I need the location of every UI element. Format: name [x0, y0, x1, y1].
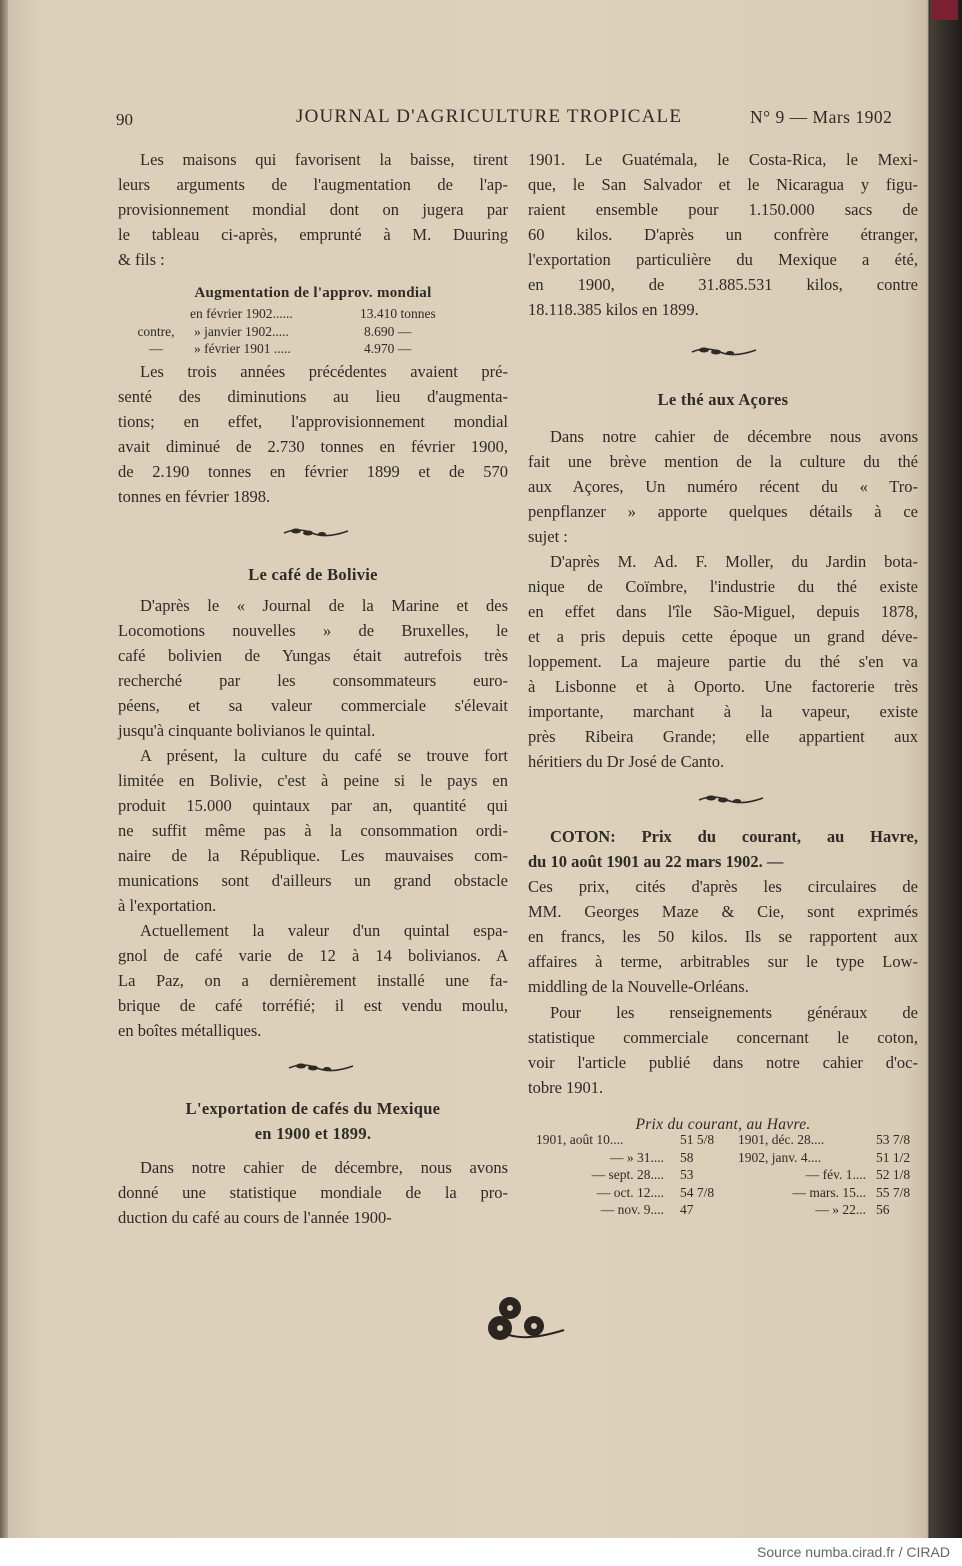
price-value: 54 7/8 — [680, 1184, 715, 1200]
bolivie-p1-line: D'après le « Journal de la Marine et des — [140, 596, 508, 615]
price-date: — fév. 1.... — [805, 1167, 866, 1182]
price-date: — » 31.... — [610, 1149, 664, 1165]
price-value: 56 — [876, 1202, 890, 1217]
the-p2-line: nique de Coïmbre, l'industrie du thé existe — [528, 577, 918, 596]
coton-p2-line: statistique commerciale concernant le coton, — [528, 1028, 918, 1047]
price-date: — » 22... — [815, 1202, 866, 1217]
approv-row-value: 8.690 — — [364, 323, 412, 339]
bolivie-p2-line: naire de la République. Les mauvaises com- — [118, 846, 508, 865]
coton-p1-line: MM. Georges Maze & Cie, sont exprimés — [528, 902, 918, 921]
years-line: tonnes en février 1898. — [118, 487, 271, 506]
price-date: 1902, janv. 4.... — [738, 1149, 822, 1165]
mexique-p2-line: 1901. Le Guatémala, le Costa-Rica, le Mexi- — [528, 150, 918, 169]
ornament-divider-icon — [697, 792, 765, 806]
floral-tailpiece-icon — [486, 1290, 566, 1346]
intro-line: leurs arguments de l'augmentation de l'ap- — [118, 175, 508, 194]
mexique-title-line: L'exportation de cafés du Mexique — [185, 1099, 441, 1118]
price-date: — nov. 9.... — [600, 1202, 664, 1217]
the-p2-line: loppement. La majeure partie du thé s'en va — [528, 652, 918, 671]
the-p2-line: importante, marchant à la vapeur, existe — [528, 702, 918, 721]
bolivie-p1-line: café bolivien de Yungas était autrefois très — [118, 646, 508, 665]
approv-row-value: 4.970 — — [364, 341, 412, 356]
bolivie-p1-line: jusqu'à cinquante bolivianos le quintal. — [118, 721, 376, 740]
the-p2-line: à Lisbonne et à Oporto. Une factorerie très — [528, 677, 918, 696]
the-p2-line: et a pris depuis cette époque un grand déve- — [528, 627, 918, 646]
intro-line: le tableau ci-après, emprunté à M. Duuring — [118, 225, 508, 244]
the-p1-line: Dans notre cahier de décembre nous avons — [550, 427, 918, 446]
mexique-p2-line: raient ensemble pour 1.150.000 sacs de — [528, 200, 918, 219]
price-date: — oct. 12.... — [596, 1184, 664, 1200]
mexique-title-line: en 1900 et 1899. — [254, 1124, 372, 1143]
approv-row-period: » février 1901 ..... — [194, 341, 291, 356]
price-value: 53 — [680, 1167, 694, 1182]
source-credit: Source numba.cirad.fr / CIRAD — [757, 1544, 950, 1560]
mexique-p1-line: Dans notre cahier de décembre, nous avons — [140, 1158, 508, 1177]
approv-row-period: » janvier 1902..... — [194, 323, 289, 339]
page-number: 90 — [116, 110, 133, 129]
the-title-line: Le thé aux Açores — [657, 390, 789, 409]
mexique-p1-line: donné une statistique mondiale de la pro- — [118, 1183, 508, 1202]
price-value: 53 7/8 — [876, 1132, 911, 1147]
price-value: 58 — [680, 1149, 694, 1165]
coton-p1-line: Ces prix, cités d'après les circulaires de — [528, 877, 918, 896]
bolivie-p2-line: ne suffit même pas à la consommation ordi- — [118, 821, 508, 840]
price-date: — mars. 15... — [792, 1184, 866, 1200]
approv-row-prefix: — — [149, 341, 163, 356]
coton-p1-line: affaires à terme, arbitrables sur le type Low- — [528, 952, 918, 971]
years-line: de 2.190 tonnes en février 1899 et de 570 — [118, 462, 508, 481]
prix-title-line: Prix du courant, au Havre. — [635, 1116, 811, 1133]
the-p2-line: héritiers du Dr José de Canto. — [528, 752, 725, 771]
intro-line: provisionnement mondial dont on jugera par — [118, 200, 508, 219]
the-p2-line: D'après M. Ad. F. Moller, du Jardin bota- — [550, 552, 918, 571]
bolivie-p3-line: brique de café torréfié; il est vendu moulu, — [118, 996, 508, 1015]
the-p1-line: aux Açores, Un numéro récent du « Tro- — [528, 477, 918, 496]
issue-label: N° 9 — Mars 1902 — [750, 107, 893, 127]
bolivie-p3-line: gnol de café varie de 12 à 14 bolivianos. A — [118, 946, 508, 965]
the-p1-line: fait une brève mention de la culture du thé — [528, 452, 918, 471]
years-line: senté des diminutions au lieu d'augmenta- — [118, 387, 508, 406]
mexique-p2-line: 18.118.385 kilos en 1899. — [528, 300, 699, 319]
coton-p2-line: tobre 1901. — [528, 1078, 604, 1097]
ornament-divider-icon — [282, 525, 350, 539]
mexique-p2-line: que, le San Salvador et le Nicaragua y figu- — [528, 175, 918, 194]
the-p1-line: penpflanzer » apporte quelques détails à ce — [528, 502, 918, 521]
coton-head-line: du 10 août 1901 au 22 mars 1902. — — [528, 852, 784, 871]
the-p1-line: sujet : — [528, 527, 568, 546]
bolivie-p1-line: Locomotions nouvelles » de Bruxelles, le — [118, 621, 508, 640]
bolivie-p3-line: La Paz, on a dernièrement installé une fa- — [118, 971, 508, 990]
mexique-p2-line: l'exportation particulière du Mexique a été, — [528, 250, 918, 269]
source-footer — [0, 1538, 962, 1566]
approv-row-value: 13.410 tonnes — [360, 306, 436, 321]
mexique-p2-line: 60 kilos. D'après un confrère étranger, — [528, 225, 918, 244]
years-line: tions; en effet, l'approvisionnement mondial — [118, 412, 508, 431]
book-edge — [930, 0, 962, 1538]
price-value: 52 1/8 — [876, 1167, 911, 1182]
price-date: 1901, août 10.... — [536, 1132, 624, 1147]
the-p2-line: en effet dans l'île São-Miguel, depuis 1878, — [528, 602, 918, 621]
approv-title-line: Augmentation de l'approv. mondial — [194, 285, 432, 301]
bolivie-p3-line: Actuellement la valeur d'un quintal espa- — [140, 921, 508, 940]
ornament-divider-icon — [287, 1060, 355, 1074]
the-p2-line: près Ribeira Grande; elle appartient aux — [528, 727, 918, 746]
bolivie-p1-line: recherché par les consommateurs euro- — [118, 671, 508, 690]
bolivie-p2-line: à l'exportation. — [118, 896, 217, 915]
coton-head-line: COTON: Prix du courant, au Havre, — [550, 827, 918, 846]
bolivie-p2-line: limitée en Bolivie, c'est à peine si le pays en — [118, 771, 508, 790]
book-edge-marker — [932, 0, 958, 20]
ornament-divider-icon — [690, 344, 758, 358]
approv-row-period: en février 1902...... — [190, 306, 293, 321]
bolivie-p2-line: A présent, la culture du café se trouve fort — [140, 746, 508, 765]
bolivie-p2-line: munications sont d'ailleurs un grand obstacle — [118, 871, 508, 890]
journal-title: JOURNAL D'AGRICULTURE TROPICALE — [296, 106, 683, 127]
coton-p2-line: voir l'article publié dans notre cahier d'oc- — [528, 1053, 918, 1072]
price-date: 1901, déc. 28.... — [738, 1132, 825, 1147]
bolivie-p1-line: péens, et sa valeur commerciale s'élevait — [118, 696, 508, 715]
approv-row-prefix: contre, — [137, 323, 175, 339]
mexique-p1-line: duction du café au cours de l'année 1900- — [118, 1208, 392, 1227]
intro-line: & fils : — [118, 250, 165, 269]
mexique-p2-line: en 1900, de 31.885.531 kilos, contre — [528, 275, 918, 294]
years-line: avait diminué de 2.730 tonnes en février 1900, — [118, 437, 508, 456]
price-date: — sept. 28.... — [591, 1167, 664, 1182]
intro-line: Les maisons qui favorisent la baisse, tirent — [140, 150, 508, 169]
page-spine — [0, 0, 8, 1538]
coton-p2-line: Pour les renseignements généraux de — [550, 1003, 918, 1022]
price-value: 55 7/8 — [876, 1184, 911, 1200]
price-value: 51 5/8 — [680, 1132, 715, 1147]
price-value: 51 1/2 — [876, 1149, 911, 1165]
years-line: Les trois années précédentes avaient pré- — [140, 362, 508, 381]
bolivie-title-line: Le café de Bolivie — [248, 565, 378, 584]
bolivie-p3-line: en boîtes métalliques. — [118, 1021, 262, 1040]
bolivie-p2-line: produit 15.000 quintaux par an, quantité qui — [118, 796, 508, 815]
coton-p1-line: middling de la Nouvelle-Orléans. — [528, 977, 749, 996]
price-value: 47 — [680, 1202, 694, 1217]
coton-p1-line: en francs, les 50 kilos. Ils se rapportent aux — [528, 927, 918, 946]
